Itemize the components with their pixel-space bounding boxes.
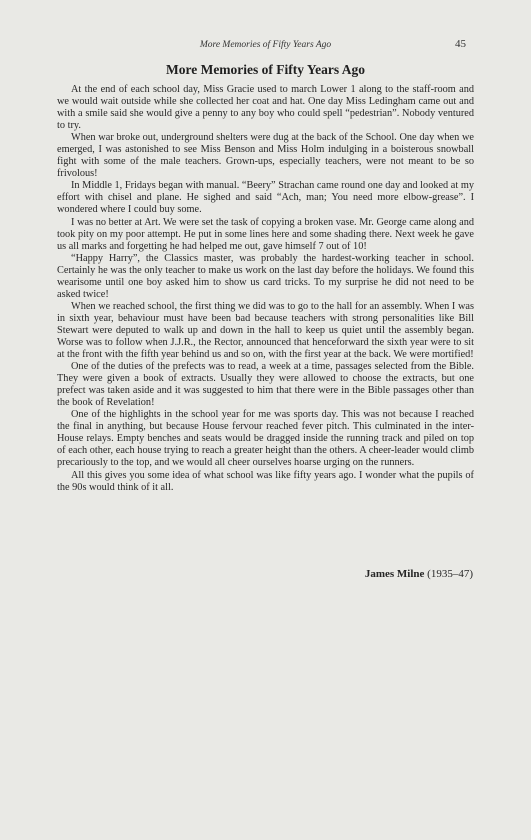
article-body — [57, 84, 474, 494]
running-head: More Memories of Fifty Years Ago — [199, 40, 332, 50]
paragraph: “Happy Harry”, the Classics master, was probably the hardest-working teacher in school. Certainly he was the only teacher to make us work on the last day before the holidays. We found this wearisome until one boy asked him to show us card tricks. To my surprise he did not need to be asked twice! — [57, 252, 474, 300]
paragraph: One of the highlights in the school year for me was sports day. This was not because I reached the final in anything, but because House fervour reached fever pitch. This culminated in the inter-House relays. Empty benches and seats would be dragged inside the running track and piled on top of each other, each house trying to reach a greater height than the others. A cheer-leader would climb precariously to the top, and we would all cheer ourselves hoarse urging on the runners. — [57, 409, 474, 469]
article-title: More Memories of Fifty Years Ago — [165, 62, 366, 77]
paragraph: At the end of each school day, Miss Gracie used to march Lower 1 along to the staff-room and we would wait outside while she collected her coat and hat. One day Miss Ledingham came out and with a smile said she would give a penny to any boy who could spell “pedestrian”. Nobody ventured to try. — [57, 84, 474, 132]
author-name: James Milne — [364, 568, 425, 580]
paragraph: One of the duties of the prefects was to read, a week at a time, passages selected from the Bible. They were given a book of extracts. Usually they were allowed to choose the extracts, but one prefect was taken aside and it was suggested to him that there were in the Bible passages other than the book of Revelation! — [57, 361, 474, 409]
paragraph: When war broke out, underground shelters were dug at the back of the School. One day when we emerged, I was astonished to see Miss Benson and Miss Holm indulging in a boisterous snowball fight with some of the male teachers. Grown-ups, especially teachers, were not meant to be so frivolous! — [57, 132, 474, 180]
page-number: 45 — [455, 38, 466, 50]
paragraph: When we reached school, the first thing we did was to go to the hall for an assembly. When I was in sixth year, behaviour must have been bad because teachers with strong personalities like Bill Stewart were deputed to walk up and down in the hall to keep us quiet until the assembly began. Worse was to follow when J.J.R., the Rector, announced that henceforward the sixth year were to sit at the front with the fifth year behind us and so on, with the first year at the back. We were mortified! — [57, 300, 474, 361]
paragraph: In Middle 1, Fridays began with manual. “Beery” Strachan came round one day and looked at my effort with chisel and plane. He sighed and said “Ach, man; You need more elbow-grease”. I wondered where I could buy some. — [57, 180, 474, 216]
paragraph: I was no better at Art. We were set the task of copying a broken vase. Mr. George came along and took pity on my poor attempt. He put in some lines here and some shading there. Next week he gave us all marks and forgetting he had helped me out, gave himself 7 out of 10! — [57, 216, 474, 252]
author-years: (1935–47) — [424, 568, 473, 580]
paragraph: All this gives you some idea of what school was like fifty years ago. I wonder what the pupils of the 90s would think of it all. — [57, 469, 474, 493]
author-signature — [365, 568, 473, 580]
